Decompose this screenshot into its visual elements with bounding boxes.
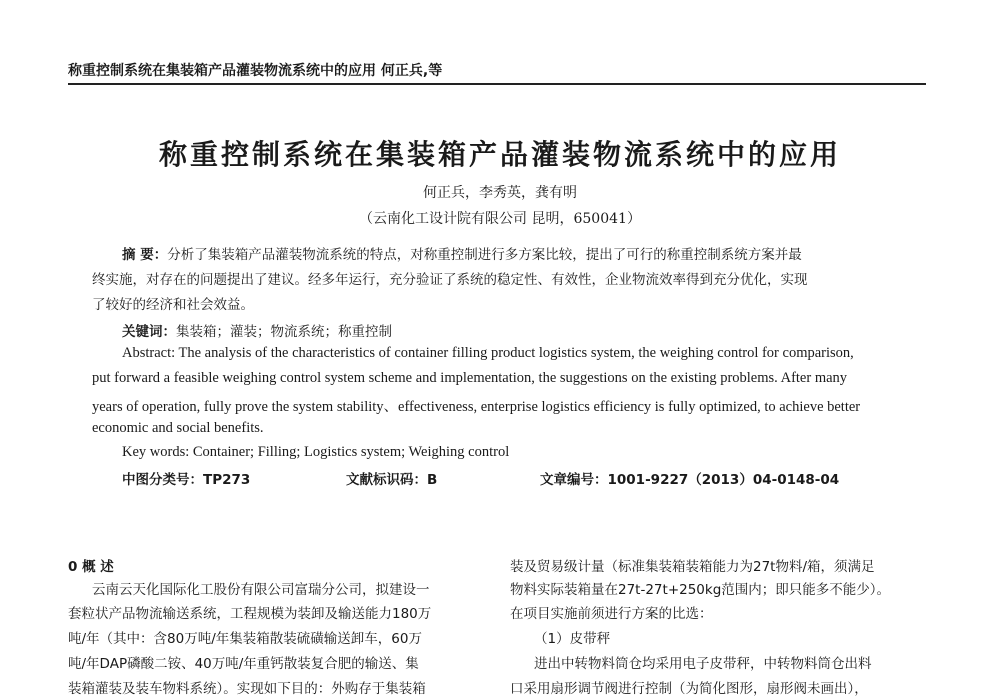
keywords-en: Key words: Container; Filling; Logistics system; Weighing control [122, 444, 510, 460]
abstract-cn-line-3: 了较好的经济和社会效益。 [92, 297, 254, 313]
abstract-cn-label: 摘 要： [122, 247, 168, 263]
left-col-line-4: 吨/年DAP磷酸二铵、40万吨/年重钙散装复合肥的输送、集 [68, 656, 419, 672]
left-col-line-5: 装箱灌装及装车物料系统）。实现如下目的：外购存于集装箱 [68, 681, 426, 697]
right-col-line-6: 口采用扇形调节阀进行控制（为简化图形，扇形阀未画出）， [510, 681, 868, 697]
keywords-cn-text: 集装箱；灌装；物流系统；称重控制 [176, 324, 392, 340]
right-col-line-1: 装及贸易级计量（标准集装箱装箱能力为27t物料/箱，须满足 [510, 559, 875, 575]
right-col-line-5: 进出中转物料筒仓均采用电子皮带秤，中转物料筒仓出料 [534, 656, 872, 672]
right-col-line-4: （1）皮带秤 [534, 631, 611, 647]
keywords-cn [122, 320, 392, 340]
left-col-line-1: 云南云天化国际化工股份有限公司富瑞分公司，拟建设一 [92, 582, 430, 598]
document-code: 文献标识码：B [346, 472, 438, 488]
right-col-line-2: 物料实际装箱量在27t-27t+250kg范围内；即只能多不能少）。 [510, 582, 891, 598]
left-col-line-2: 套粒状产品物流输送系统，工程规模为装卸及输送能力180万 [68, 606, 432, 622]
abstract-en-line-2: put forward a feasible weighing control system scheme and implementation, the suggestions on the existing problems. After many [92, 370, 848, 386]
section-heading: 0 概 述 [68, 559, 114, 575]
left-col-line-3: 吨/年（其中：含80万吨/年集装箱散装硫磺输送卸车，60万 [68, 631, 422, 647]
running-header: 称重控制系统在集装箱产品灌装物流系统中的应用 何正兵,等 [68, 63, 443, 79]
abstract-cn-line-1 [122, 243, 802, 263]
header-rule [68, 83, 926, 85]
abstract-en-line-4: economic and social benefits. [92, 420, 264, 436]
keywords-cn-label: 关键词： [122, 324, 176, 340]
abstract-cn-line-2: 终实施，对存在的问题提出了建议。经多年运行，充分验证了系统的稳定性、有效性，企业物流效率得到充分优化，实现 [92, 272, 808, 288]
right-col-line-3: 在项目实施前须进行方案的比选： [510, 606, 713, 622]
abstract-en-line-1: Abstract: The analysis of the characteristics of container filling product logistics system, the weighing control for comparison, [122, 345, 854, 361]
article-number: 文章编号：1001-9227（2013）04-0148-04 [540, 472, 840, 488]
paper-title: 称重控制系统在集装箱产品灌装物流系统中的应用 [158, 138, 841, 171]
affiliation: （云南化工设计院有限公司 昆明，650041） [359, 211, 641, 227]
clc-number: 中图分类号：TP273 [122, 472, 251, 488]
authors: 何正兵，李秀英，龚有明 [423, 185, 577, 201]
abstract-en-line-3: years of operation, fully prove the system stability、effectiveness, enterprise logistics efficiency is fully optimized, to achieve better [92, 399, 861, 415]
abstract-cn-text-1: 分析了集装箱产品灌装物流系统的特点，对称重控制进行多方案比较，提出了可行的称重控制系统方案并最 [167, 247, 802, 263]
